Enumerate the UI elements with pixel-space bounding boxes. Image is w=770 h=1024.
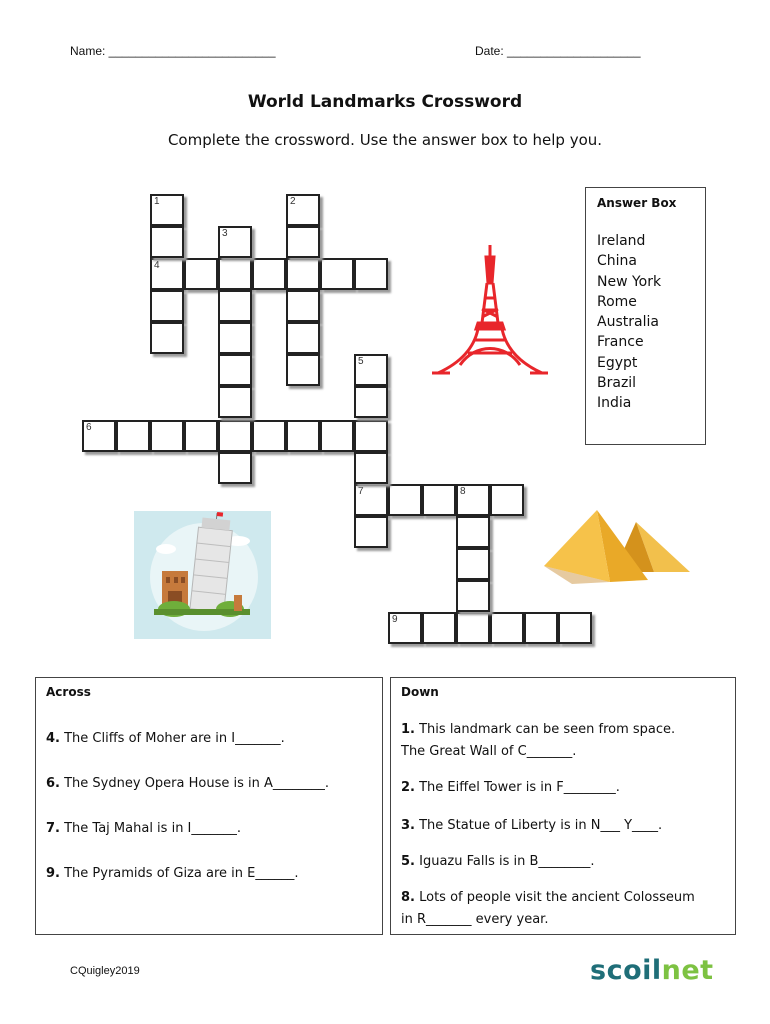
across-clue: 4. The Cliffs of Moher are in I_______. [46, 731, 285, 746]
crossword-cell[interactable] [320, 420, 354, 452]
down-title: Down [401, 685, 439, 699]
crossword-cell[interactable] [286, 322, 320, 354]
crossword-cell[interactable] [354, 258, 388, 290]
crossword-cell[interactable] [456, 580, 490, 612]
answer-box [585, 187, 706, 445]
crossword-cell[interactable] [286, 420, 320, 452]
credit-text: CQuigley2019 [70, 965, 140, 977]
down-clue: 2. The Eiffel Tower is in F________. [401, 780, 620, 795]
across-clue: 6. The Sydney Opera House is in A________. [46, 776, 330, 791]
crossword-cell[interactable] [218, 386, 252, 418]
crossword-cell[interactable] [184, 420, 218, 452]
across-clues-box [35, 677, 383, 935]
clue-number: 6 [86, 422, 92, 433]
crossword-cell[interactable] [354, 516, 388, 548]
answer-box-item: Egypt [597, 354, 638, 371]
crossword-cell[interactable] [184, 258, 218, 290]
crossword-cell[interactable] [286, 194, 320, 226]
name-field: Name: _________________________ [70, 44, 276, 58]
crossword-cell[interactable] [524, 612, 558, 644]
crossword-cell[interactable] [388, 484, 422, 516]
crossword-cell[interactable] [150, 322, 184, 354]
crossword-cell[interactable] [490, 484, 524, 516]
crossword-cell[interactable] [456, 516, 490, 548]
crossword-cell[interactable] [150, 290, 184, 322]
down-clue: 5. Iguazu Falls is in B________. [401, 854, 595, 869]
date-field: Date: ____________________ [475, 44, 641, 58]
crossword-cell[interactable] [150, 258, 184, 290]
answer-box-item: France [597, 334, 644, 351]
down-clue: 1. This landmark can be seen from space. The Great Wall of C_______. [401, 722, 676, 759]
down-clue: 8. Lots of people visit the ancient Colosseum in R_______ every year. [401, 890, 695, 927]
crossword-cell[interactable] [286, 226, 320, 258]
clue-number: 9 [392, 614, 398, 625]
crossword-cell[interactable] [354, 354, 388, 386]
across-clue: 7. The Taj Mahal is in I_______. [46, 821, 242, 836]
crossword-cell[interactable] [116, 420, 150, 452]
answer-box-item: Ireland [597, 233, 646, 249]
down-clue: 3. The Statue of Liberty is in N___ Y____. [401, 818, 663, 833]
logo-part: net [661, 955, 714, 986]
crossword-cell[interactable] [218, 322, 252, 354]
crossword-cell[interactable] [286, 354, 320, 386]
clue-number: 7 [358, 486, 364, 497]
pyramids-image [542, 508, 692, 588]
crossword-cell[interactable] [320, 258, 354, 290]
clue-number: 8 [460, 486, 466, 497]
crossword-cell[interactable] [354, 420, 388, 452]
across-title: Across [46, 685, 91, 699]
clue-number: 2 [290, 196, 296, 207]
crossword-cell[interactable] [150, 194, 184, 226]
instructions: Complete the crossword. Use the answer box to help you. [167, 131, 603, 149]
crossword-cell[interactable] [252, 420, 286, 452]
crossword-cell[interactable] [150, 420, 184, 452]
clue-number: 4 [154, 260, 160, 271]
answer-box-item: Rome [597, 293, 637, 310]
clue-number: 5 [358, 356, 364, 367]
crossword-cell[interactable] [388, 612, 422, 644]
down-clues-box [390, 677, 736, 935]
pisa-tower-image [134, 511, 271, 639]
eiffel-tower-image [430, 243, 550, 388]
crossword-cell[interactable] [218, 258, 252, 290]
page-title: World Landmarks Crossword [247, 92, 523, 112]
clue-number: 1 [154, 196, 160, 207]
crossword-cell[interactable] [558, 612, 592, 644]
crossword-cell[interactable] [422, 484, 456, 516]
crossword-cell[interactable] [422, 612, 456, 644]
crossword-cell[interactable] [354, 386, 388, 418]
crossword-cell[interactable] [456, 548, 490, 580]
clue-number: 3 [222, 228, 228, 239]
crossword-cell[interactable] [218, 354, 252, 386]
answer-box-item: China [597, 253, 637, 270]
answer-box-item: Australia [597, 314, 659, 331]
crossword-cell[interactable] [354, 484, 388, 516]
crossword-cell[interactable] [218, 290, 252, 322]
answer-box-item: India [597, 395, 632, 412]
answer-box-title: Answer Box [597, 196, 677, 210]
crossword-cell[interactable] [456, 612, 490, 644]
crossword-cell[interactable] [490, 612, 524, 644]
crossword-cell[interactable] [286, 290, 320, 322]
crossword-cell[interactable] [286, 258, 320, 290]
answer-box-item: New York [597, 273, 662, 290]
crossword-cell[interactable] [354, 452, 388, 484]
answer-box-item: Brazil [597, 375, 637, 392]
crossword-cell[interactable] [218, 452, 252, 484]
crossword-cell[interactable] [82, 420, 116, 452]
logo-part: scoil [590, 955, 662, 986]
crossword-cell[interactable] [150, 226, 184, 258]
across-clue: 9. The Pyramids of Giza are in E______. [46, 866, 299, 881]
crossword-cell[interactable] [218, 226, 252, 258]
scoilnet-logo [590, 955, 714, 986]
crossword-cell[interactable] [218, 420, 252, 452]
crossword-cell[interactable] [252, 258, 286, 290]
crossword-cell[interactable] [456, 484, 490, 516]
